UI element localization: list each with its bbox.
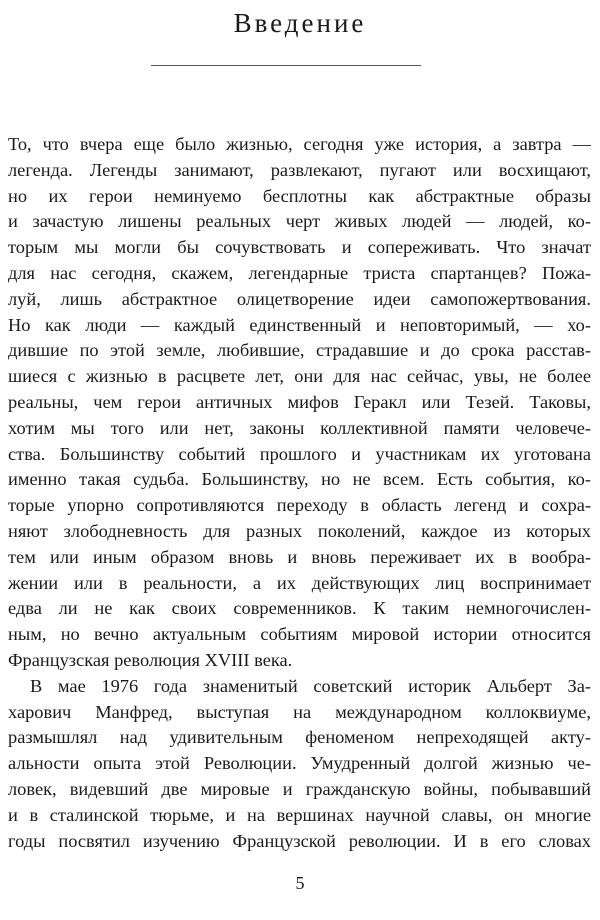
page-number: 5 [295, 873, 305, 893]
text-line: и в сталинской тюрьме, и на вершинах научной славы, он многие [8, 804, 591, 825]
text-line: В мае 1976 года знаменитый советский историк Альберт За- [30, 675, 591, 696]
text-line: Но как люди — каждый единственный и неповторимый, — хо- [8, 314, 591, 335]
text-line: Французская революция XVIII века. [8, 649, 293, 670]
paragraph [8, 674, 591, 855]
text-line: луй, лишь абстрактное олицетворение идеи самопожертвования. [8, 288, 591, 309]
text-line: годы посвятил изучению Французской революции. И в его словах [8, 830, 591, 851]
text-line: дившие по этой земле, любившие, страдавшие и до срока расстав- [8, 340, 591, 361]
text-line: для нас сегодня, скажем, легендарные триста спартанцев? Пожа- [8, 262, 591, 283]
text-line: жении или в реальности, а их действующих лиц воспринимает [8, 572, 591, 593]
text-line: размышлял над удивительным феноменом непреходящей акту- [8, 727, 591, 748]
text-line: То, что вчера еще было жизнью, сегодня уже история, а завтра — [8, 134, 591, 154]
text-line: хотим мы того или нет, законы коллективной памяти человече- [8, 417, 591, 438]
text-line: шиеся с жизнью в расцвете лет, они для нас сейчас, увы, не более [8, 366, 591, 387]
text-line: харович Манфред, выступая на международном коллоквиуме, [8, 701, 591, 722]
text-line: именно такая судьба. Большинству, но не всем. Есть события, ко- [8, 469, 591, 490]
text-line: торые упорно сопротивляются переходу в область легенд и сохра- [8, 495, 591, 516]
text-line: реальны, чем герои античных мифов Геракл или Тезей. Таковы, [8, 391, 591, 412]
text-line: едва ли не как своих современников. К таким немногочислен- [8, 598, 591, 619]
title-divider [151, 65, 421, 66]
chapter-title: Введение [233, 8, 367, 38]
text-line: но их герои неминуемо бесплотны как абстрактные образы [8, 185, 591, 206]
text-line: ства. Большинству событий прошлого и участникам их уготована [8, 443, 591, 464]
text-line: альности опыта этой Революции. Умудренный долгой жизнью че- [8, 753, 591, 774]
body-text [8, 132, 591, 854]
text-line: тем или иным образом вновь и вновь переживает их в вообра- [8, 546, 591, 567]
text-line: ловек, видевший две мировые и гражданскую войны, побывавший [8, 778, 591, 799]
text-line: ным, но вечно актуальным событиям мировой истории относится [8, 624, 591, 645]
text-line: и зачастую лишены реальных черт живых людей — людей, ко- [8, 211, 591, 232]
text-line: легенда. Легенды занимают, развлекают, пугают или восхищают, [8, 159, 591, 180]
text-line: няют злободневность для разных поколений, каждое из которых [8, 520, 591, 541]
paragraph [8, 132, 591, 674]
text-line: торым мы могли бы сочувствовать и сопереживать. Что значат [8, 237, 591, 258]
